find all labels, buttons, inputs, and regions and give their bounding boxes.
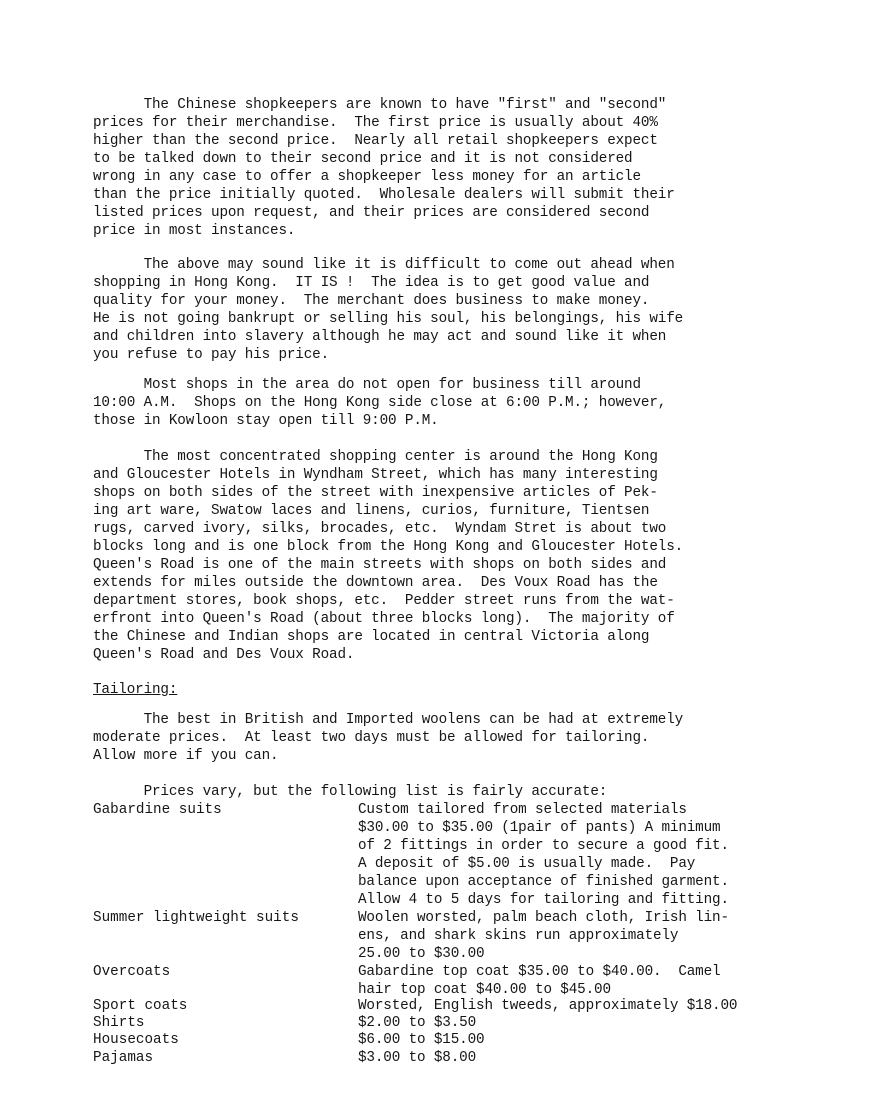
paragraph-line: the Chinese and Indian shops are located in central Victoria along — [93, 629, 650, 645]
paragraph-line: department stores, book shops, etc. Pedder street runs from the wat- — [93, 593, 675, 609]
paragraph-line: erfront into Queen's Road (about three blocks long). The majority of — [93, 611, 675, 627]
price-item-description: Gabardine top coat $35.00 to $40.00. Camel — [358, 964, 721, 980]
paragraph-line: those in Kowloon stay open till 9:00 P.M. — [93, 413, 439, 429]
paragraph-line: prices for their merchandise. The first price is usually about 40% — [93, 115, 658, 131]
paragraph-line: blocks long and is one block from the Hong Kong and Gloucester Hotels. — [93, 539, 684, 555]
price-item-description: ens, and shark skins run approximately — [358, 928, 679, 944]
paragraph-line: rugs, carved ivory, silks, brocades, etc. Wyndam Stret is about two — [93, 521, 667, 537]
paragraph-line: The best in British and Imported woolens can be had at extremely — [93, 712, 684, 728]
paragraph-line: shops on both sides of the street with inexpensive articles of Pek- — [93, 485, 658, 501]
price-item-description: $6.00 to $15.00 — [358, 1032, 485, 1048]
price-item-description: Custom tailored from selected materials — [358, 802, 687, 818]
price-item-description: Woolen worsted, palm beach cloth, Irish lin- — [358, 910, 729, 926]
price-item-description: 25.00 to $30.00 — [358, 946, 485, 962]
paragraph-line: quality for your money. The merchant does business to make money. — [93, 293, 650, 309]
price-item-name: Gabardine suits — [93, 802, 222, 818]
price-item-name: Pajamas — [93, 1050, 154, 1066]
paragraph-line: Queen's Road is one of the main streets with shops on both sides and — [93, 557, 667, 573]
paragraph-line: wrong in any case to offer a shopkeeper less money for an article — [93, 169, 641, 185]
paragraph-line: He is not going bankrupt or selling his soul, his belongings, his wife — [93, 311, 684, 327]
paragraph-line: moderate prices. At least two days must be allowed for tailoring. — [93, 730, 650, 746]
price-item-name: Shirts — [93, 1015, 145, 1031]
price-item-description: Worsted, English tweeds, approximately $18.00 — [358, 998, 738, 1014]
price-item-description: hair top coat $40.00 to $45.00 — [358, 982, 611, 998]
price-item-name: Sport coats — [93, 998, 188, 1014]
paragraph-line: 10:00 A.M. Shops on the Hong Kong side close at 6:00 P.M.; however, — [93, 395, 667, 411]
paragraph-line: The Chinese shopkeepers are known to have "first" and "second" — [93, 97, 667, 113]
price-item-description: $3.00 to $8.00 — [358, 1050, 477, 1066]
list-intro: Prices vary, but the following list is fairly accurate: — [93, 784, 608, 800]
price-item-name: Housecoats — [93, 1032, 179, 1048]
paragraph-line: listed prices upon request, and their prices are considered second — [93, 205, 650, 221]
paragraph-line: to be talked down to their second price and it is not considered — [93, 151, 633, 167]
paragraph-line: and children into slavery although he may act and sound like it when — [93, 329, 667, 345]
paragraph-line: shopping in Hong Kong. IT IS ! The idea is to get good value and — [93, 275, 650, 291]
price-item-description: $30.00 to $35.00 (1pair of pants) A minimum — [358, 820, 721, 836]
paragraph-line: ing art ware, Swatow laces and linens, curios, furniture, Tientsen — [93, 503, 650, 519]
paragraph-line: than the price initially quoted. Wholesale dealers will submit their — [93, 187, 675, 203]
paragraph-line: extends for miles outside the downtown area. Des Voux Road has the — [93, 575, 658, 591]
price-item-description: $2.00 to $3.50 — [358, 1015, 477, 1031]
paragraph-line: Most shops in the area do not open for business till around — [93, 377, 641, 393]
paragraph-line: The most concentrated shopping center is around the Hong Kong — [93, 449, 658, 465]
price-item-description: Allow 4 to 5 days for tailoring and fitting. — [358, 892, 729, 908]
price-item-description: balance upon acceptance of finished garment. — [358, 874, 729, 890]
paragraph-line: Allow more if you can. — [93, 748, 279, 764]
paragraph-line: you refuse to pay his price. — [93, 347, 330, 363]
paragraph-line: price in most instances. — [93, 223, 296, 239]
price-item-name: Summer lightweight suits — [93, 910, 299, 926]
price-item-name: Overcoats — [93, 964, 171, 980]
price-item-description: of 2 fittings in order to secure a good fit. — [358, 838, 729, 854]
section-heading: Tailoring: — [93, 682, 178, 698]
paragraph-line: and Gloucester Hotels in Wyndham Street, which has many interesting — [93, 467, 658, 483]
paragraph-line: Queen's Road and Des Voux Road. — [93, 647, 355, 663]
paragraph-line: higher than the second price. Nearly all retail shopkeepers expect — [93, 133, 658, 149]
price-item-description: A deposit of $5.00 is usually made. Pay — [358, 856, 696, 872]
paragraph-line: The above may sound like it is difficult to come out ahead when — [93, 257, 675, 273]
